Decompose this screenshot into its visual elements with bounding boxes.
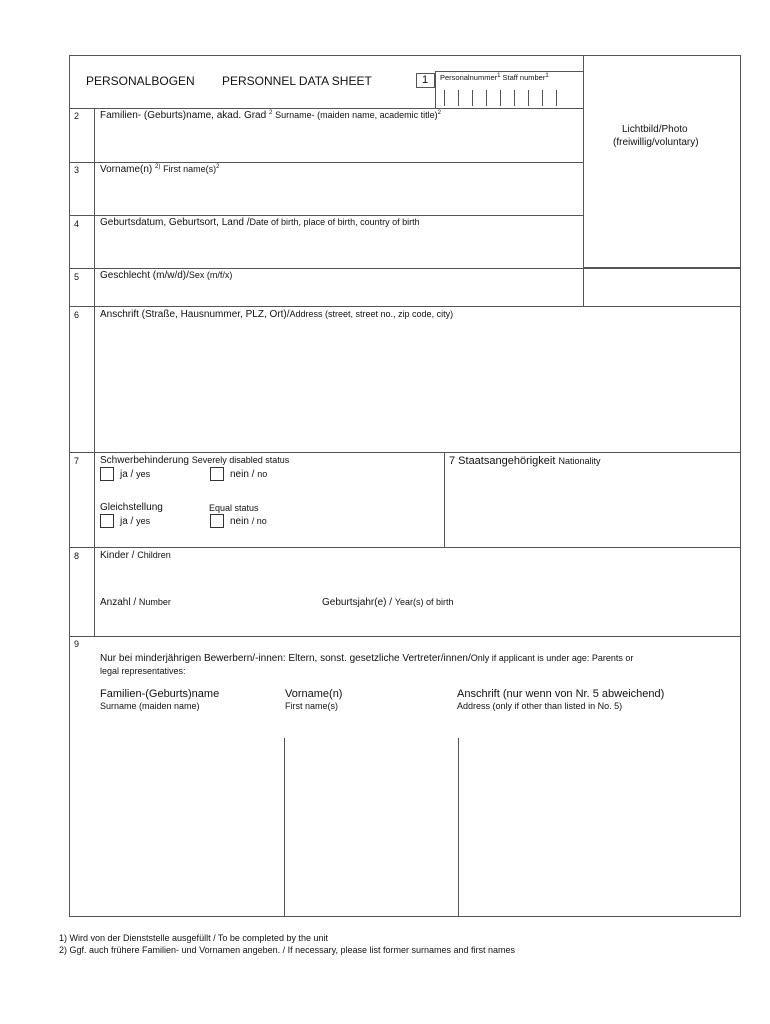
equal-status-label-en: Equal status xyxy=(209,503,259,513)
equal-status-label-de: Gleichstellung xyxy=(100,502,163,513)
disabled-yes-label: ja / yes xyxy=(120,469,151,480)
nationality-input[interactable] xyxy=(445,470,740,546)
guardian-firstname-header: Vorname(n) xyxy=(285,688,343,700)
guardian-address-input[interactable] xyxy=(460,716,738,915)
children-birth-year-input[interactable] xyxy=(480,594,738,610)
address-input[interactable] xyxy=(95,324,740,451)
row-number: 9 xyxy=(74,639,80,649)
disabled-no-checkbox[interactable] xyxy=(210,467,224,481)
equal-no-label: nein / no xyxy=(230,516,267,527)
guardian-address-header: Anschrift (nur wenn von Nr. 5 abweichend) xyxy=(457,688,665,700)
equal-yes-checkbox[interactable] xyxy=(100,514,114,528)
children-label: Kinder / Children xyxy=(100,550,171,561)
children-count-label: Anzahl / Number xyxy=(100,597,171,608)
row-number: 5 xyxy=(74,272,80,282)
guardian-address-header-en: Address (only if other than listed in No. 5) xyxy=(457,701,623,711)
birth-label: Geburtsdatum, Geburtsort, Land /Date of birth, place of birth, country of birth xyxy=(100,217,420,228)
title-de: PERSONALBOGEN xyxy=(86,74,195,88)
staff-number-input[interactable] xyxy=(440,90,580,108)
equal-yes-label: ja / yes xyxy=(120,516,151,527)
disabled-yes-checkbox[interactable] xyxy=(100,467,114,481)
guardian-surname-input[interactable] xyxy=(96,716,282,915)
disabled-status-label: Schwerbehinderung Severely disabled status xyxy=(100,455,290,466)
footnote-2: 2) Ggf. auch frühere Familien- und Vornamen angeben. / If necessary, please list former surnames and first names xyxy=(59,945,516,955)
children-count-input[interactable] xyxy=(185,594,315,610)
first-name-input[interactable] xyxy=(95,178,583,215)
row-number: 4 xyxy=(74,219,80,229)
sex-label: Geschlecht (m/w/d)/Sex (m/f/x) xyxy=(100,270,233,281)
sex-input[interactable] xyxy=(95,284,583,305)
address-label: Anschrift (Straße, Hausnummer, PLZ, Ort)/Address (street, street no., zip code, city) xyxy=(100,309,454,320)
title-en: PERSONNEL DATA SHEET xyxy=(222,74,372,88)
guardian-firstname-header-en: First name(s) xyxy=(285,701,339,711)
footnote-1: 1) Wird von der Dienststelle ausgefüllt / To be completed by the unit xyxy=(59,933,328,943)
guardian-column-divider xyxy=(284,738,285,917)
row-number: 2 xyxy=(74,111,80,121)
row-number: 6 xyxy=(74,310,80,320)
guardian-intro-cont: legal representatives: xyxy=(100,666,186,676)
nationality-label: 7 Staatsangehörigkeit Nationality xyxy=(449,455,601,467)
row-number: 3 xyxy=(74,165,80,175)
photo-voluntary: (freiwillig/voluntary) xyxy=(613,137,699,148)
guardian-firstname-input[interactable] xyxy=(286,716,456,915)
surname-input[interactable] xyxy=(95,124,583,161)
staff-number-label: Personalnummer$^1$ Staff number$^1$ xyxy=(440,73,549,82)
field1-number: 1 xyxy=(422,74,429,86)
disabled-no-label: nein / no xyxy=(230,469,268,480)
photo-label: Lichtbild/Photo xyxy=(622,124,688,135)
children-birth-year-label: Geburtsjahr(e) / Year(s) of birth xyxy=(322,597,454,608)
birth-input[interactable] xyxy=(95,231,583,267)
row-number: 8 xyxy=(74,551,80,561)
guardian-column-divider xyxy=(458,738,459,917)
guardian-surname-header: Familien-(Geburts)name xyxy=(100,688,220,700)
photo-box[interactable] xyxy=(583,55,741,268)
guardian-intro: Nur bei minderjährigen Bewerbern/-innen: Eltern, sonst. gesetzliche Vertreter/innen/Only if applicant is under age: Parents or xyxy=(100,653,634,664)
surname-label: Familien- (Geburts)name, akad. Grad $^2$ Surname- (maiden name, academic title)$^2$ xyxy=(100,110,441,121)
first-name-label: Vorname(n) $^{2)}$ First $name(s)^2$ xyxy=(100,164,220,175)
equal-no-checkbox[interactable] xyxy=(210,514,224,528)
guardian-surname-header-en: Surname (maiden name) xyxy=(100,701,200,711)
row-number: 7 xyxy=(74,456,80,466)
